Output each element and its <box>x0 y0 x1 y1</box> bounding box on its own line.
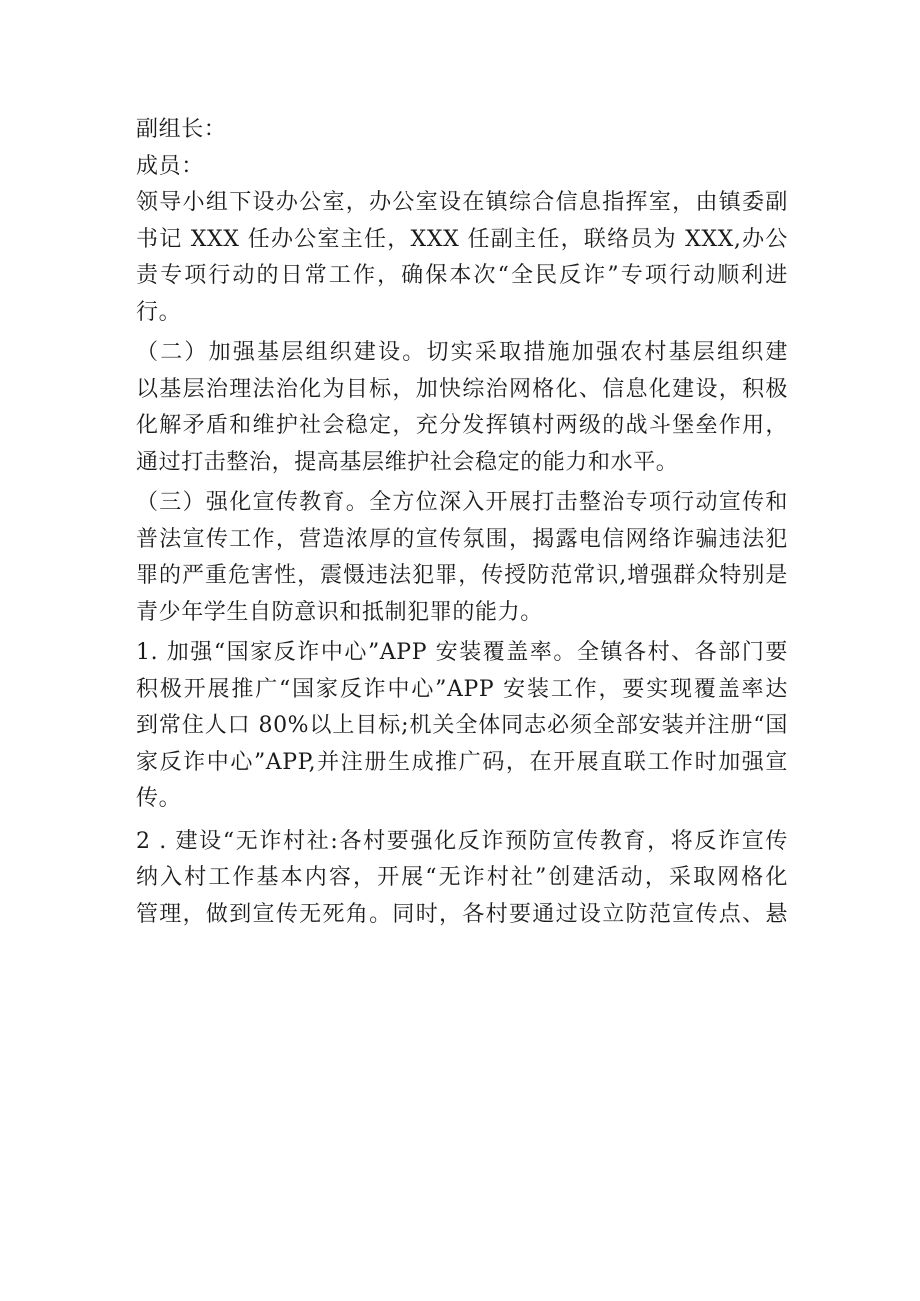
text-line: 领导小组下设办公室，办公室设在镇综合信息指挥室，由镇委副 <box>136 190 788 215</box>
text-line: 责专项行动的日常工作，确保本次“全民反诈”专项行动顺利进 <box>136 263 788 288</box>
document-body <box>136 112 788 933</box>
text-line: 积极开展推广“国家反诈中心”APP 安装工作，要实现覆盖率达 <box>136 676 788 702</box>
text-line: 罪的严重危害性，震慑违法犯罪，传授防范常识,增强群众特别是 <box>136 563 788 588</box>
text-line: 家反诈中心”APP,并注册生成推广码，在开展直联工作时加强宣 <box>136 749 788 775</box>
text-line: 以基层治理法治化为目标，加快综治网格化、信息化建设，积极 <box>136 376 788 402</box>
text-line: 成员： <box>136 153 204 179</box>
text-line: 通过打击整治，提高基层维护社会稳定的能力和水平。 <box>136 449 679 475</box>
text-line: 管理，做到宣传无死角。同时，各村要通过设立防范宣传点、悬 <box>136 901 788 927</box>
text-line: 1. 加强“国家反诈中心”APP 安装覆盖率。全镇各村、各部门要 <box>136 640 788 665</box>
text-line: 2 . 建设“无诈村社:各村要强化反诈预防宣传教育，将反诈宣传 <box>136 828 788 854</box>
text-line: 普法宣传工作，营造浓厚的宣传氛围，揭露电信网络诈骗违法犯 <box>136 526 788 552</box>
text-line: 行。 <box>136 299 182 325</box>
text-line: 青少年学生自防意识和抵制犯罪的能力。 <box>136 599 543 625</box>
text-line: （三）强化宣传教育。全方位深入开展打击整治专项行动宣传和 <box>136 490 788 515</box>
text-line: 纳入村工作基本内容，开展“无诈村社”创建活动，采取网格化 <box>136 865 788 890</box>
text-line: 书记 XXX 任办公室主任，XXX 任副主任，联络员为 XXX,办公 <box>136 226 788 252</box>
text-line: 到常住人口 80%以上目标;机关全体同志必须全部安装并注册“国 <box>136 713 788 738</box>
text-line: 化解矛盾和维护社会稳定，充分发挥镇村两级的战斗堡垒作用， <box>136 413 788 438</box>
text-line: 传。 <box>136 786 182 811</box>
text-line: （二）加强基层组织建设。切实采取措施加强农村基层组织建 <box>136 340 788 365</box>
text-line: 副组长： <box>136 117 227 142</box>
